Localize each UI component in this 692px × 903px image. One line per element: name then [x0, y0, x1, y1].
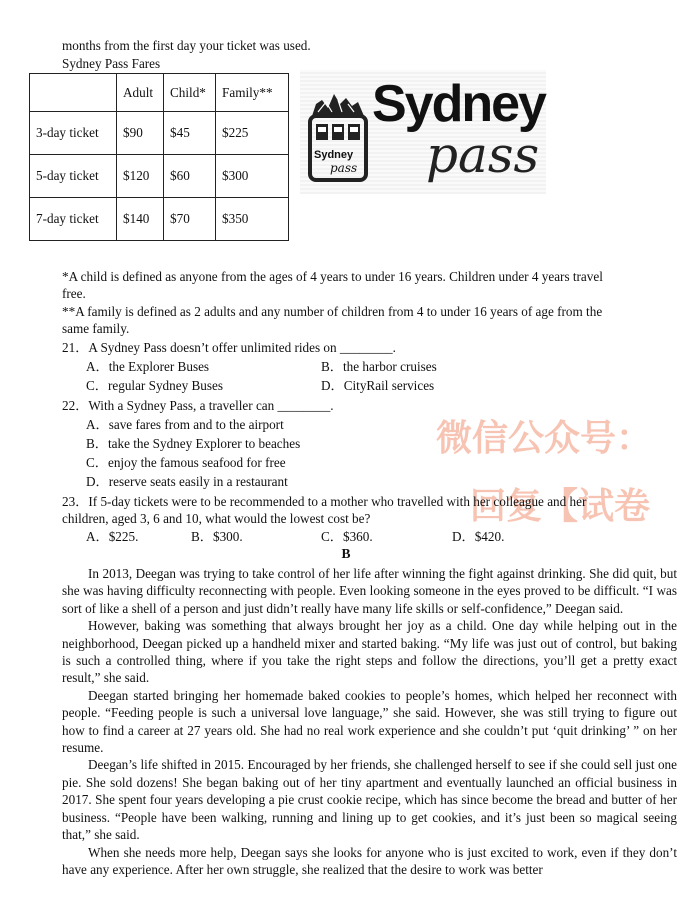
svg-text:pass: pass — [330, 161, 358, 175]
table-header-cell: Child* — [164, 74, 216, 112]
question-23: 23．If 5-day tickets were to be recommended to a mother who travelled with her colleague and her — [62, 494, 587, 509]
option-21-a: A．the Explorer Buses — [86, 359, 210, 374]
family-note: **A family is defined as 2 adults and any number of children from 4 to under 16 years of age from the — [62, 304, 603, 319]
table-cell: $350 — [216, 198, 289, 241]
option-23-d: D．$420. — [452, 529, 505, 544]
option-21-c: C．regular Sydney Buses — [86, 378, 223, 393]
fares-table — [29, 73, 289, 241]
table-cell: $60 — [164, 155, 216, 198]
family-note-cont: same family. — [62, 321, 130, 336]
option-21-d: D．CityRail services — [321, 378, 435, 393]
question-21: 21．A Sydney Pass doesn’t offer unlimited rides on ________. — [62, 340, 396, 355]
passage-paragraph: Deegan’s life shifted in 2015. Encouraged by her friends, she challenged herself to see if she could sell just one pie. She sold dozens! She began baking out of her tiny apartment and eventually launched an official business in 2017. She spent four years developing a pie crust cookie recipe, which has since become the bread and butter of her business. “People have been walking, running and lining up to get cookies, and it’s just been so magical seeing that,” she said. — [62, 757, 677, 843]
option-23-b: B．$300. — [191, 529, 243, 544]
passage-paragraph: However, baking was something that always brought her joy as a child. One day while helping out in the neighborhood, Deegan picked up a handheld mixer and started baking. “My life was just out of control, but baking is such a controlled thing, where if you take the right steps and follow the directions, you’ll get a pretty exact result,” she said. — [62, 618, 677, 686]
logo-subtitle: pass — [426, 126, 540, 184]
question-23-cont: children, aged 3, 6 and 10, what would the lowest cost be? — [62, 511, 371, 526]
table-row — [30, 155, 289, 198]
sydney-pass-logo — [300, 70, 546, 194]
passage-paragraph: When she needs more help, Deegan says she looks for anyone who is just excited to work, even if they don’t have any experience. After her own struggle, she realized that the desire to work was better — [62, 844, 677, 877]
child-note-cont: free. — [62, 286, 86, 301]
table-cell: $300 — [216, 155, 289, 198]
table-cell: $45 — [164, 112, 216, 155]
logo-title: Sydney — [372, 75, 545, 133]
sydney-pass-badge-icon — [308, 82, 368, 182]
table-cell: 7-day ticket — [30, 198, 117, 241]
table-header-cell: Family** — [216, 74, 289, 112]
table-cell: $90 — [117, 112, 164, 155]
table-header-cell — [30, 74, 117, 112]
passage — [62, 565, 677, 878]
table-header-row — [30, 74, 289, 112]
table-row — [30, 112, 289, 155]
table-cell: 3-day ticket — [30, 112, 117, 155]
option-22-a: A．save fares from and to the airport — [86, 417, 284, 432]
watermark-line1: 微信公众号： — [436, 418, 653, 459]
option-21-b: B．the harbor cruises — [321, 359, 437, 374]
table-header-cell: Adult — [117, 74, 164, 112]
option-22-c: C．enjoy the famous seafood for free — [86, 455, 286, 470]
table-row — [30, 198, 289, 241]
table-cell: $140 — [117, 198, 164, 241]
question-22: 22．With a Sydney Pass, a traveller can ________. — [62, 398, 334, 413]
section-heading: B — [341, 546, 351, 561]
passage-paragraph: In 2013, Deegan was trying to take control of her life after winning the fight against drinking. She did quit, but she was having difficulty reconnecting with people. Even looking someone in the eyes proved to be difficult. “I was sort of like a shell of a person and just didn’t really have many life skills or self-confidence,” Deegan said. — [62, 566, 677, 616]
option-23-a: A．$225. — [86, 529, 139, 544]
table-cell: $120 — [117, 155, 164, 198]
passage-paragraph: Deegan started bringing her homemade baked cookies to people’s homes, which helped her reconnect with people. “Feeding people is such a universal love language,” she said. However, she was still trying to figure out how to find a career at 27 years old. She had no real work experience and she couldn’t put ‘quit drinking’ ” on her resume. — [62, 687, 677, 756]
intro-line: months from the first day your ticket was used. — [62, 38, 311, 53]
option-22-d: D．reserve seats easily in a restaurant — [86, 474, 288, 489]
option-23-c: C．$360. — [321, 529, 373, 544]
table-cell: $70 — [164, 198, 216, 241]
watermark-line2: 回复【试卷 — [470, 486, 651, 527]
table-cell: 5-day ticket — [30, 155, 117, 198]
option-22-b: B．take the Sydney Explorer to beaches — [86, 436, 301, 451]
child-note: *A child is defined as anyone from the ages of 4 years to under 16 years. Children under 4 years travel — [62, 269, 603, 284]
table-cell: $225 — [216, 112, 289, 155]
svg-text:Sydney: Sydney — [314, 149, 354, 161]
fares-caption: Sydney Pass Fares — [62, 56, 161, 71]
